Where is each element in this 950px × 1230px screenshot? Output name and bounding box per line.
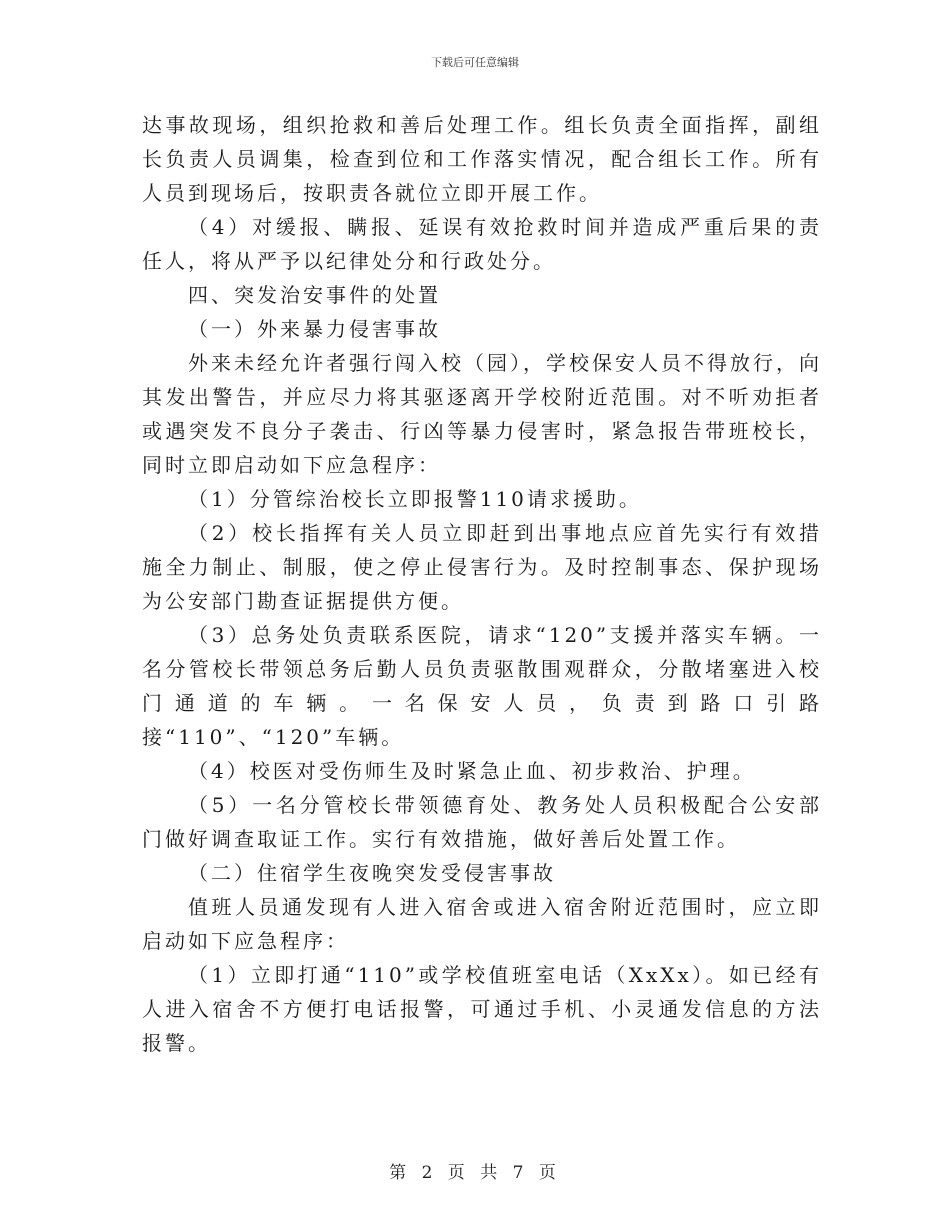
paragraph-9: （4）校医对受伤师生及时紧急止血、初步救治、护理。	[188, 759, 756, 783]
subsection-heading-2: （二）住宿学生夜晚突发受侵害事故	[188, 861, 556, 885]
page-number: 第 2 页 共 7 页	[389, 1163, 561, 1183]
paragraph-12: 值班人员通发现有人进入宿舍或进入宿舍附近范围时，应立即启动如下应急程序：	[142, 895, 822, 953]
subsection-heading-1: （一）外来暴力侵害事故	[188, 317, 441, 341]
paragraph-1: 达事故现场，组织抢救和善后处理工作。组长负责全面指挥，副组长负责人员调集，检查到位和工作落实情况，配合组长工作。所有人员到现场后，按职责各就位立即开展工作。	[142, 113, 822, 205]
paragraph-13: （1）立即打通“110”或学校值班室电话（XxXx）。如已经有人进入宿舍不方便打电话报警，可通过手机、小灵通发信息的方法报警。	[142, 963, 822, 1055]
paragraph-2: （4）对缓报、瞒报、延误有效抢救时间并造成严重后果的责任人，将从严予以纪律处分和行政处分。	[142, 215, 822, 273]
section-heading-4: 四、突发治安事件的处置	[188, 283, 441, 307]
paragraph-10: （5）一名分管校长带领德育处、教务处人员积极配合公安部门做好调查取证工作。实行有效措施，做好善后处置工作。	[142, 793, 822, 851]
page-header: 下载后可任意编辑	[431, 56, 519, 69]
paragraph-5: 外来未经允许者强行闯入校（园），学校保安人员不得放行，向其发出警告，并应尽力将其驱逐离开学校附近范围。对不听劝拒者或遇突发不良分子袭击、行凶等暴力侵害时，紧急报告带班校长，同时立即启动如下应急程序：	[142, 351, 822, 477]
document-body	[142, 108, 822, 1060]
paragraph-8: （3）总务处负责联系医院，请求“120”支援并落实车辆。一名分管校长带领总务后勤人员负责驱散围观群众，分散堵塞进入校门通道的车辆。一名保安人员，负责到路口引路接“110”、“120”车辆。	[142, 623, 822, 749]
paragraph-7: （2）校长指挥有关人员立即赶到出事地点应首先实行有效措施全力制止、制服，使之停止侵害行为。及时控制事态、保护现场为公安部门勘查证据提供方便。	[142, 521, 822, 613]
paragraph-6: （1）分管综治校长立即报警110请求援助。	[188, 487, 642, 511]
